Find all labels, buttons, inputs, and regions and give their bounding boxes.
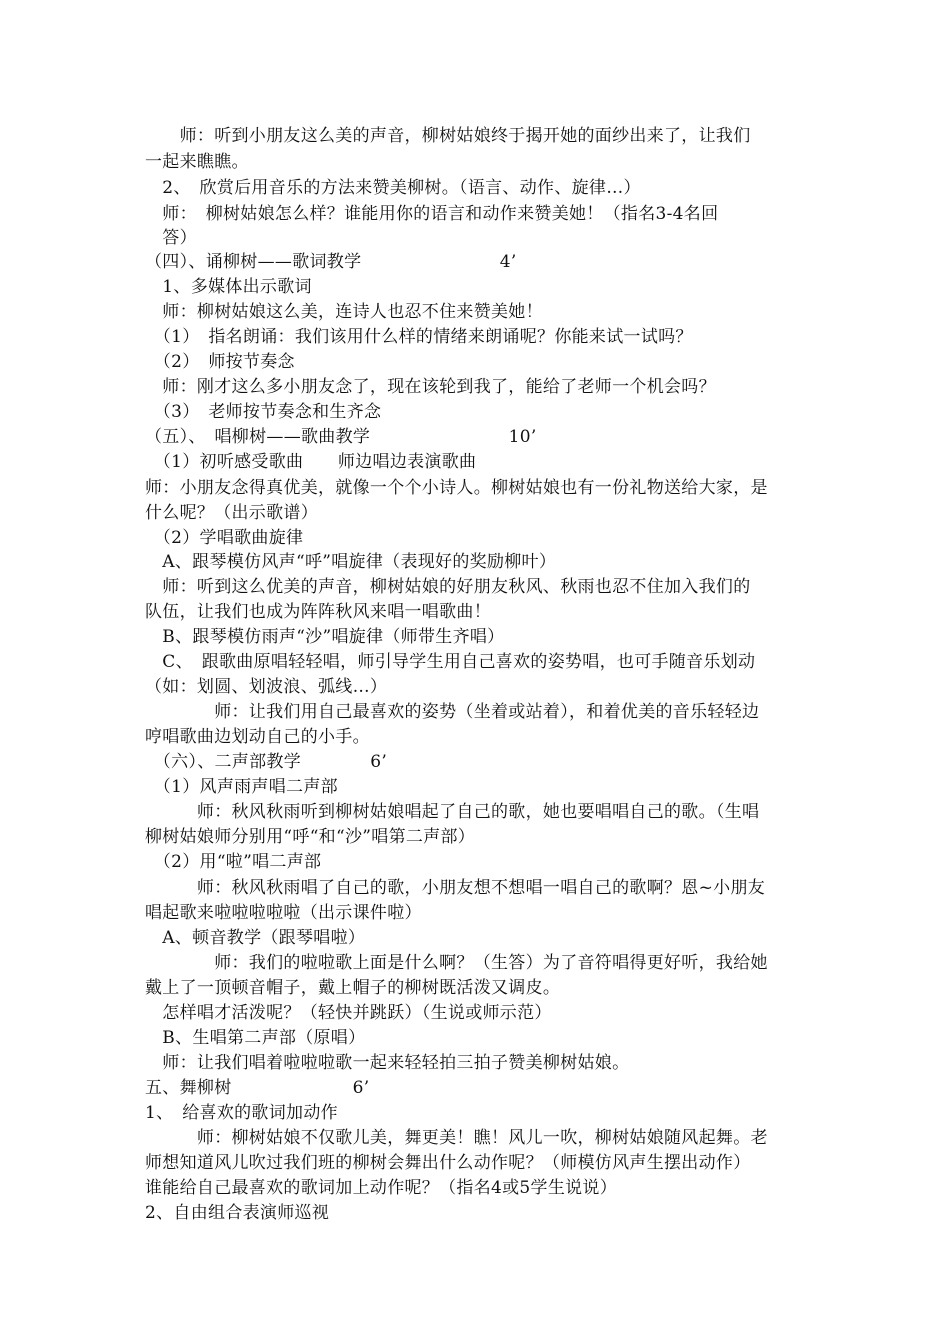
text-line: 1、多媒体出示歌词 xyxy=(145,277,312,297)
text-line: 师：让我们唱着啦啦啦歌一起来轻轻拍三拍子赞美柳树姑娘。 xyxy=(145,1053,630,1073)
text-line: （1）风声雨声唱二声部 xyxy=(145,777,338,797)
text-line: 2、自由组合表演师巡视 xyxy=(145,1203,330,1223)
text-line: 师：听到这么优美的声音，柳树姑娘的好朋友秋风、秋雨也忍不住加入我们的 xyxy=(145,577,751,597)
text-line: （如：划圆、划波浪、弧线…） xyxy=(145,677,388,697)
text-line: 师：听到小朋友这么美的声音，柳树姑娘终于揭开她的面纱出来了，让我们 xyxy=(145,126,751,146)
text-line: 师：柳树姑娘这么美，连诗人也忍不住来赞美她！ xyxy=(145,302,543,322)
text-line: 2、 欣赏后用音乐的方法来赞美柳树。（语言、动作、旋律…） xyxy=(145,178,641,198)
text-line: （2）学唱歌曲旋律 xyxy=(145,528,304,548)
text-line: 师：刚才这么多小朋友念了，现在该轮到我了，能给了老师一个机会吗？ xyxy=(145,377,716,397)
text-line: 师想知道风儿吹过我们班的柳树会舞出什么动作呢？（师模仿风声生摆出动作） xyxy=(145,1153,751,1173)
text-line: A、跟琴模仿风声“呼”唱旋律（表现好的奖励柳叶） xyxy=(145,552,557,572)
text-line: （2） 师按节奏念 xyxy=(145,352,295,372)
text-line: 师：秋风秋雨唱了自己的歌，小朋友想不想唱一唱自己的歌啊？恩~小朋友 xyxy=(145,878,766,898)
section-heading: （六）、二声部教学 6’ xyxy=(145,752,388,772)
text-line: 柳树姑娘师分别用“呼“和“沙”唱第二声部） xyxy=(145,827,476,847)
text-line: （1）初听感受歌曲 师边唱边表演歌曲 xyxy=(145,452,477,472)
text-line: （1） 指名朗诵：我们该用什么样的情绪来朗诵呢？你能来试一试吗？ xyxy=(145,327,693,347)
text-line: B、跟琴模仿雨声“沙”唱旋律（师带生齐唱） xyxy=(145,627,505,647)
text-line: 戴上了一顶顿音帽子，戴上帽子的柳树既活泼又调皮。 xyxy=(145,978,561,998)
text-line: A、顿音教学（跟琴唱啦） xyxy=(145,928,366,948)
text-line: 师：让我们用自己最喜欢的姿势（坐着或站着），和着优美的音乐轻轻边 xyxy=(145,702,760,722)
text-line: 答） xyxy=(145,228,197,248)
section-heading: （四）、诵柳树——歌词教学 4’ xyxy=(145,252,517,272)
text-line: 师：小朋友念得真优美，就像一个个小诗人。柳树姑娘也有一份礼物送给大家，是 xyxy=(145,478,768,498)
text-line: 怎样唱才活泼呢？（轻快并跳跃）（生说或师示范） xyxy=(145,1003,552,1023)
text-line: （3） 老师按节奏念和生齐念 xyxy=(145,402,382,422)
text-line: B、生唱第二声部（原唱） xyxy=(145,1028,366,1048)
text-line: 师：我们的啦啦歌上面是什么啊？（生答）为了音符唱得更好听，我给她 xyxy=(145,953,768,973)
text-line: C、 跟歌曲原唱轻轻唱，师引导学生用自己喜欢的姿势唱，也可手随音乐划动 xyxy=(145,652,756,672)
text-line: 师：柳树姑娘不仅歌儿美，舞更美！瞧！风儿一吹，柳树姑娘随风起舞。老 xyxy=(145,1128,768,1148)
text-line: 师：秋风秋雨听到柳树姑娘唱起了自己的歌，她也要唱唱自己的歌。（生唱 xyxy=(145,802,760,822)
section-heading: （五）、 唱柳树——歌曲教学 10’ xyxy=(145,427,537,447)
text-line: 什么呢？（出示歌谱） xyxy=(145,503,318,523)
text-line: 唱起歌来啦啦啦啦啦（出示课件啦） xyxy=(145,903,422,923)
text-line: （2）用“啦”唱二声部 xyxy=(145,852,322,872)
text-line: 师： 柳树姑娘怎么样？谁能用你的语言和动作来赞美她！（指名3-4名回 xyxy=(145,204,719,224)
text-line: 1、 给喜欢的歌词加动作 xyxy=(145,1103,338,1123)
section-heading: 五、舞柳树 6’ xyxy=(145,1078,370,1098)
text-line: 队伍，让我们也成为阵阵秋风来唱一唱歌曲！ xyxy=(145,602,491,622)
text-line: 哼唱歌曲边划动自己的小手。 xyxy=(145,727,370,747)
text-line: 一起来瞧瞧。 xyxy=(145,152,249,172)
text-line: 谁能给自己最喜欢的歌词加上动作呢？（指名4或5学生说说） xyxy=(145,1178,618,1198)
